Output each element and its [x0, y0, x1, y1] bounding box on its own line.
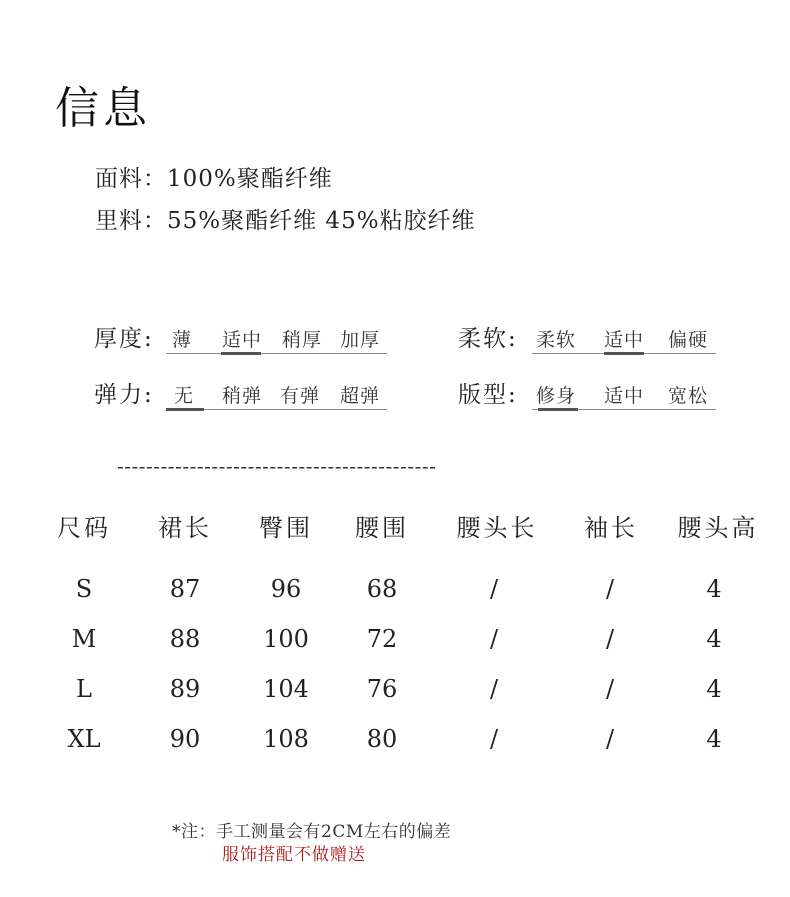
table-cell: /: [489, 575, 499, 603]
elasticity-selected-marker: [166, 408, 204, 411]
elasticity-option-elastic: 有弹: [280, 385, 321, 407]
thickness-label: 厚度:: [94, 326, 154, 352]
table-cell: 4: [706, 575, 722, 603]
table-cell: 87: [169, 575, 201, 603]
table-cell: 4: [706, 675, 722, 703]
table-cell: 104: [263, 675, 309, 703]
header-hip: 臀围: [259, 514, 313, 542]
table-cell: 108: [263, 725, 309, 753]
softness-selected-marker: [604, 352, 644, 355]
table-cell: /: [605, 725, 615, 753]
lining-material: 里料：55%聚酯纤维 45%粘胶纤维: [95, 208, 476, 234]
fit-selected-marker: [538, 408, 578, 411]
softness-option-stiff: 偏硬: [668, 329, 709, 351]
table-cell: 4: [706, 725, 722, 753]
table-cell: 90: [169, 725, 201, 753]
dashed-divider: --------------------------------------------: [117, 454, 437, 478]
fit-option-slim: 修身: [536, 385, 577, 407]
header-size: 尺码: [57, 514, 111, 542]
softness-scale: [532, 325, 716, 354]
elasticity-option-super: 超弹: [340, 385, 381, 407]
thickness-scale: [166, 325, 387, 354]
elasticity-option-slight: 稍弹: [222, 385, 263, 407]
table-cell: 72: [366, 625, 398, 653]
table-cell: 80: [366, 725, 398, 753]
elasticity-label: 弹力:: [94, 382, 154, 408]
fit-label: 版型:: [458, 382, 518, 408]
softness-option-soft: 柔软: [536, 329, 577, 351]
fit-option-medium: 适中: [604, 385, 645, 407]
table-cell: XL: [67, 725, 101, 753]
header-waistband-length: 腰头长: [456, 514, 538, 542]
header-waist: 腰围: [355, 514, 409, 542]
table-cell: 76: [366, 675, 398, 703]
table-cell: 4: [706, 625, 722, 653]
fabric-material: 面料：100%聚酯纤维: [95, 166, 333, 192]
thickness-option-slightly-thick: 稍厚: [282, 329, 323, 351]
thickness-selected-marker: [221, 352, 261, 355]
softness-option-medium: 适中: [604, 329, 645, 351]
elasticity-option-none: 无: [174, 385, 195, 407]
measurement-note: *注：手工测量会有2CM左右的偏差: [172, 822, 452, 842]
table-cell: /: [489, 625, 499, 653]
table-cell: /: [489, 675, 499, 703]
header-skirt-length: 裙长: [158, 514, 212, 542]
table-cell: L: [76, 675, 92, 703]
page-title: 信息: [55, 83, 151, 134]
accessories-note: 服饰搭配不做赠送: [222, 845, 366, 865]
table-cell: S: [75, 575, 93, 603]
table-cell: 96: [270, 575, 302, 603]
table-cell: M: [71, 625, 97, 653]
fit-scale: [532, 381, 716, 410]
table-cell: /: [605, 625, 615, 653]
table-cell: 68: [366, 575, 398, 603]
table-cell: 89: [169, 675, 201, 703]
softness-label: 柔软:: [458, 326, 518, 352]
elasticity-scale: [166, 381, 387, 410]
table-cell: /: [489, 725, 499, 753]
table-cell: /: [605, 575, 615, 603]
table-cell: 100: [263, 625, 309, 653]
thickness-option-medium: 适中: [222, 329, 263, 351]
header-waistband-height: 腰头高: [677, 514, 759, 542]
fit-option-loose: 宽松: [668, 385, 709, 407]
table-cell: 88: [169, 625, 201, 653]
thickness-option-thin: 薄: [172, 329, 193, 351]
thickness-option-thick: 加厚: [340, 329, 381, 351]
table-cell: /: [605, 675, 615, 703]
header-sleeve-length: 袖长: [584, 514, 638, 542]
